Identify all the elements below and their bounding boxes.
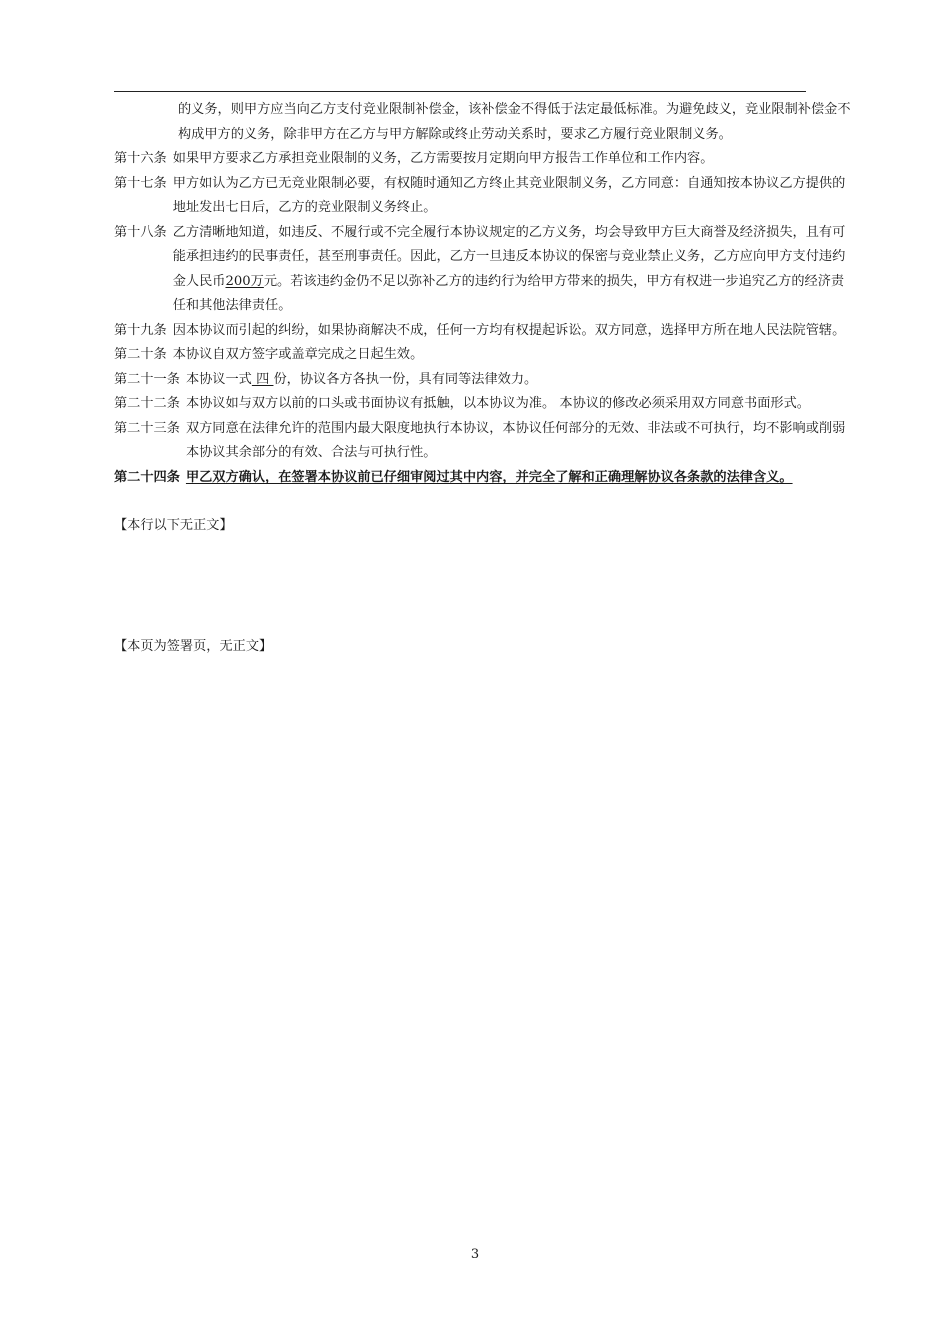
clause-number: 第十七条 xyxy=(114,175,167,191)
clause-17 xyxy=(114,172,854,221)
clause-text: 甲乙双方确认，在签署本协议前已仔细审阅过其中内容，并完全了解和正确理解协议各条款的法律含义。 xyxy=(185,469,793,485)
clause-number: 第二十四条 xyxy=(114,469,180,485)
clause-number: 第十八条 xyxy=(114,224,167,240)
clause-text xyxy=(173,221,854,319)
note-no-text-below: 【本行以下无正文】 xyxy=(114,518,233,533)
note-signature-page: 【本页为签署页，无正文】 xyxy=(114,638,273,654)
spacer xyxy=(114,490,854,514)
header-rule xyxy=(114,91,806,92)
clause-text: 本协议如与双方以前的口头或书面协议有抵触，以本协议为准。 本协议的修改必须采用双方同意书面形式。 xyxy=(185,396,810,411)
document-body xyxy=(114,98,854,659)
clause-18 xyxy=(114,221,854,319)
clause-number: 第二十二条 xyxy=(114,396,180,411)
clause-continuation: 的义务，则甲方应当向乙方支付竞业限制补偿金，该补偿金不得低于法定最低标准。为避免歧义，竞业限制补偿金不构成甲方的义务，除非甲方在乙方与甲方解除或终止劳动关系时，要求乙方履行竞业限制义务。 xyxy=(178,102,851,142)
clause-text: 本协议自双方签字或盖章完成之日起生效。 xyxy=(172,347,424,362)
clause-number: 第二十条 xyxy=(114,347,167,362)
clause-text: 双方同意在法律允许的范围内最大限度地执行本协议，本协议任何部分的无效、非法或不可执行，均不影响或削弱本协议其余部分的有效、合法与可执行性。 xyxy=(185,420,846,460)
clause-text: 因本协议而引起的纠纷，如果协商解决不成，任何一方均有权提起诉讼。双方同意，选择甲方所在地人民法院管辖。 xyxy=(172,322,846,338)
clause-number: 第二十一条 xyxy=(114,371,180,387)
clause-24 xyxy=(114,466,854,491)
clause-text: 如果甲方要求乙方承担竞业限制的义务，乙方需要按月定期向甲方报告工作单位和工作内容。 xyxy=(172,151,714,166)
clause-21 xyxy=(114,368,854,393)
clause-number: 第十九条 xyxy=(114,322,167,338)
clause-text: 甲方如认为乙方已无竞业限制必要，有权随时通知乙方终止其竞业限制义务，乙方同意：自通知按本协议乙方提供的地址发出七日后，乙方的竞业限制义务终止。 xyxy=(172,175,846,215)
copies-count: 四 xyxy=(251,371,274,387)
penalty-amount: 200万 xyxy=(225,273,264,289)
clause-number: 第二十三条 xyxy=(114,420,180,436)
clause-23 xyxy=(114,417,854,466)
clause-16 xyxy=(114,147,854,172)
clause-text-after: 元。若该违约金仍不足以弥补乙方的违约行为给甲方带来的损失，甲方有权进一步追究乙方的经济责任和其他法律责任。 xyxy=(172,273,845,313)
clause-text-before: 乙方清晰地知道，如违反、不履行或不完全履行本协议规定的乙方义务，均会导致甲方巨大商誉及经济损失，且有可能承担违约的民事责任，甚至刑事责任。因此，乙方一旦违反本协议的保密与竞业禁止义务，乙方应向甲方支付违约金人民币 xyxy=(172,224,846,289)
clause-22 xyxy=(114,392,854,417)
clause-text xyxy=(186,368,854,393)
clause-19 xyxy=(114,319,854,344)
spacer xyxy=(114,539,854,635)
clause-20 xyxy=(114,343,854,368)
clause-text-after: 份，协议各方各执一份，具有同等法律效力。 xyxy=(273,371,538,387)
page-number: 3 xyxy=(470,1247,480,1262)
clause-text-before: 本协议一式 xyxy=(185,371,252,387)
clause-number: 第十六条 xyxy=(114,151,167,166)
